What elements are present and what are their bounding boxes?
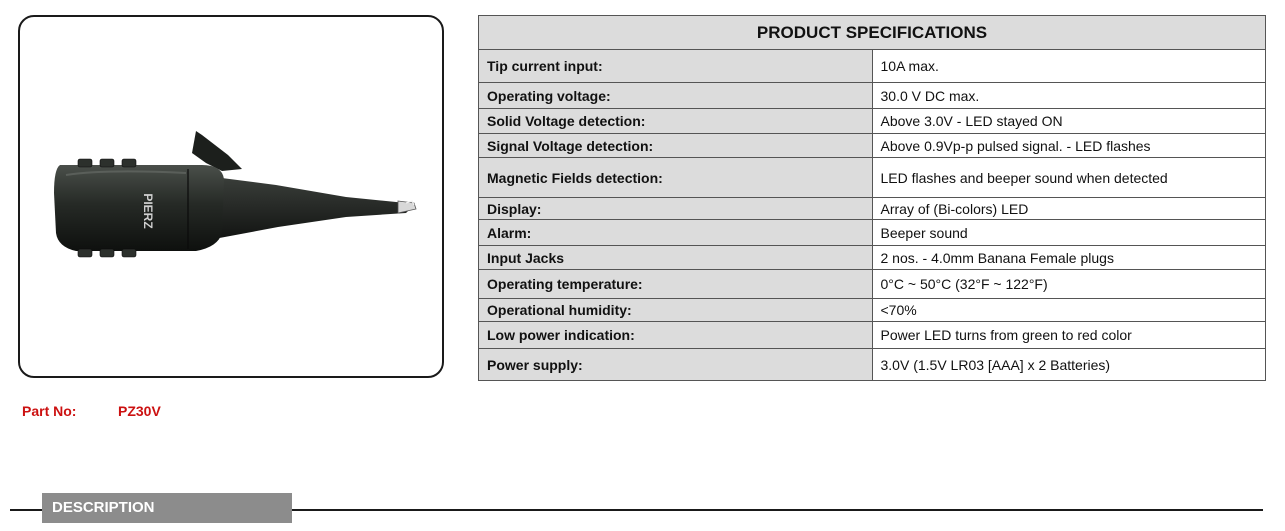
spec-value: Array of (Bi-colors) LED <box>872 198 1266 220</box>
spec-label: Alarm: <box>479 220 873 246</box>
spec-value: 30.0 V DC max. <box>872 83 1266 109</box>
spec-label: Signal Voltage detection: <box>479 134 873 158</box>
spec-value: Above 3.0V - LED stayed ON <box>872 109 1266 134</box>
part-number-value: PZ30V <box>118 403 161 419</box>
spec-label: Magnetic Fields detection: <box>479 158 873 198</box>
spec-row-low-power-indication <box>479 322 1266 349</box>
spec-value: <70% <box>872 299 1266 322</box>
spec-row-operational-humidity <box>479 299 1266 322</box>
spec-row-input-jacks <box>479 246 1266 270</box>
spec-value: LED flashes and beeper sound when detected <box>872 158 1266 198</box>
product-specifications-table <box>478 15 1266 381</box>
spec-row-magnetic-fields <box>479 158 1266 198</box>
spec-label: Low power indication: <box>479 322 873 349</box>
spec-label: Tip current input: <box>479 50 873 83</box>
spec-label: Solid Voltage detection: <box>479 109 873 134</box>
spec-value: Above 0.9Vp-p pulsed signal. - LED flashes <box>872 134 1266 158</box>
specs-title: PRODUCT SPECIFICATIONS <box>479 16 1266 50</box>
spec-row-power-supply <box>479 349 1266 381</box>
spec-row-operating-temperature <box>479 270 1266 299</box>
spec-value: Power LED turns from green to red color <box>872 322 1266 349</box>
spec-value: 10A max. <box>872 50 1266 83</box>
spec-label: Power supply: <box>479 349 873 381</box>
specs-header-row <box>479 16 1266 50</box>
spec-value: Beeper sound <box>872 220 1266 246</box>
spec-label: Operating temperature: <box>479 270 873 299</box>
spec-value: 3.0V (1.5V LR03 [AAA] x 2 Batteries) <box>872 349 1266 381</box>
spec-label: Operating voltage: <box>479 83 873 109</box>
spec-row-tip-current <box>479 50 1266 83</box>
spec-row-alarm <box>479 220 1266 246</box>
spec-value: 2 nos. - 4.0mm Banana Female plugs <box>872 246 1266 270</box>
spec-row-operating-voltage <box>479 83 1266 109</box>
spec-row-display <box>479 198 1266 220</box>
part-number-label: Part No: <box>22 403 77 419</box>
spec-label: Operational humidity: <box>479 299 873 322</box>
spec-row-solid-voltage <box>479 109 1266 134</box>
spec-label: Input Jacks <box>479 246 873 270</box>
spec-row-signal-voltage <box>479 134 1266 158</box>
spec-value: 0°C ~ 50°C (32°F ~ 122°F) <box>872 270 1266 299</box>
product-image-frame <box>18 15 444 378</box>
spec-label: Display: <box>479 198 873 220</box>
description-section-tab: DESCRIPTION <box>42 493 292 523</box>
brand-logo: PIERZ <box>141 193 155 229</box>
product-photo <box>46 129 420 269</box>
